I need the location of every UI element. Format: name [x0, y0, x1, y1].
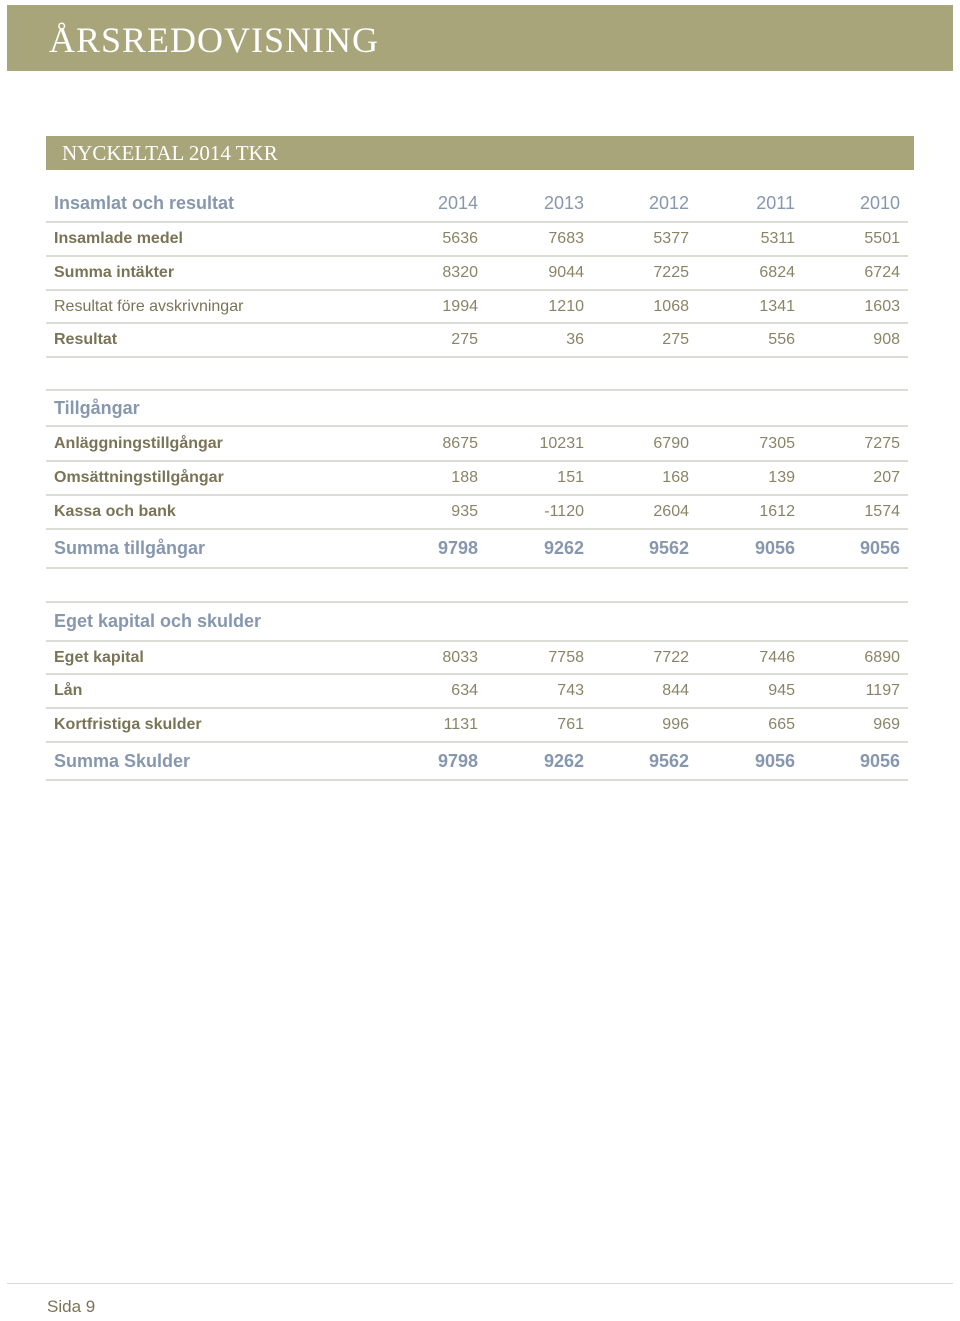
section-title: NYCKELTAL 2014 TKR [62, 141, 278, 165]
year-header: 2011 [756, 193, 795, 213]
sum-label: Summa Skulder [54, 750, 191, 771]
table-row [46, 496, 908, 530]
sum-value: 9056 [859, 750, 900, 771]
row-value: 1341 [759, 297, 795, 315]
row-value: -1120 [544, 503, 584, 520]
row-label: Omsättningstillgångar [54, 469, 224, 486]
row-value: 1574 [864, 503, 900, 520]
sum-value: 9798 [437, 750, 478, 771]
row-value: 7722 [653, 648, 689, 666]
table-row [46, 257, 908, 291]
row-value: 969 [873, 716, 900, 733]
table-header-row [46, 601, 908, 642]
footer-divider [7, 1283, 953, 1284]
row-value: 275 [662, 331, 689, 348]
row-value: 1210 [548, 297, 584, 315]
row-value: 1131 [443, 716, 478, 733]
table-row [46, 427, 908, 462]
row-value: 7225 [653, 264, 689, 281]
row-value: 665 [768, 716, 795, 733]
table-row [46, 324, 908, 358]
row-value: 6890 [864, 648, 900, 666]
row-value: 275 [451, 331, 478, 348]
row-label: Kassa och bank [54, 503, 176, 520]
year-header: 2010 [859, 193, 900, 213]
row-value: 7446 [759, 648, 795, 666]
table-row [46, 462, 908, 496]
row-value: 7275 [864, 434, 900, 452]
row-label: Insamlade medel [54, 230, 183, 247]
row-value: 634 [451, 682, 478, 699]
row-value: 8033 [442, 648, 478, 666]
table-row [46, 642, 908, 675]
table-row [46, 675, 908, 709]
sum-row [46, 530, 908, 569]
sum-value: 9562 [648, 538, 689, 558]
section-banner [46, 136, 914, 170]
row-value: 5636 [442, 230, 478, 247]
sum-label: Summa tillgångar [54, 538, 206, 558]
table-title: Tillgångar [54, 397, 140, 418]
sum-value: 9562 [648, 750, 689, 771]
row-label: Kortfristiga skulder [54, 716, 202, 733]
table-title: Insamlat och resultat [54, 193, 235, 213]
row-value: 151 [557, 469, 584, 486]
sum-value: 9056 [859, 538, 900, 558]
report-banner [7, 5, 953, 71]
row-value: 7683 [548, 230, 584, 247]
row-value: 1603 [864, 297, 900, 315]
sum-value: 9056 [754, 538, 795, 558]
row-value: 743 [557, 682, 584, 699]
sum-value: 9798 [437, 538, 478, 558]
row-value: 36 [566, 331, 584, 348]
row-value: 761 [557, 716, 584, 733]
year-header: 2013 [543, 193, 584, 213]
row-value: 8320 [442, 264, 478, 281]
row-value: 5377 [653, 230, 689, 247]
row-value: 207 [873, 469, 900, 486]
table-row [46, 709, 908, 743]
table-title: Eget kapital och skulder [54, 611, 262, 631]
row-value: 5311 [760, 230, 795, 247]
year-header: 2014 [437, 193, 478, 213]
row-value: 7305 [759, 434, 795, 452]
row-value: 996 [662, 716, 689, 733]
row-value: 188 [451, 469, 478, 486]
row-value: 935 [451, 503, 478, 520]
sum-value: 9056 [754, 750, 795, 771]
row-value: 908 [873, 331, 900, 348]
row-value: 9044 [548, 264, 584, 281]
row-value: 945 [768, 682, 795, 699]
table-header-row [46, 389, 908, 427]
row-value: 2604 [653, 503, 689, 520]
row-value: 6824 [759, 264, 795, 281]
row-value: 7758 [548, 648, 584, 666]
row-value: 10231 [539, 434, 584, 452]
row-value: 1612 [759, 503, 795, 520]
row-value: 844 [662, 682, 689, 699]
sum-row [46, 743, 908, 781]
report-title: ÅRSREDOVISNING [49, 20, 380, 60]
row-value: 1068 [653, 297, 689, 315]
sum-value: 9262 [543, 750, 584, 771]
row-value: 5501 [864, 230, 900, 247]
table-row [46, 223, 908, 257]
row-value: 139 [768, 469, 795, 486]
row-label: Resultat före avskrivningar [54, 297, 244, 315]
row-label: Lån [54, 682, 83, 699]
table-header-row [46, 186, 908, 223]
row-label: Summa intäkter [54, 264, 175, 281]
row-label: Anläggningstillgångar [54, 434, 223, 452]
row-value: 6724 [864, 264, 900, 281]
row-label: Resultat [54, 331, 118, 348]
row-value: 168 [662, 469, 689, 486]
year-header: 2012 [648, 193, 689, 213]
sum-value: 9262 [543, 538, 584, 558]
row-value: 1197 [865, 682, 900, 699]
row-value: 1994 [442, 297, 478, 315]
row-value: 556 [768, 331, 795, 348]
table-row [46, 291, 908, 324]
page-number: Sida 9 [47, 1297, 96, 1316]
row-label: Eget kapital [54, 648, 144, 666]
row-value: 6790 [653, 434, 689, 452]
row-value: 8675 [442, 434, 478, 452]
